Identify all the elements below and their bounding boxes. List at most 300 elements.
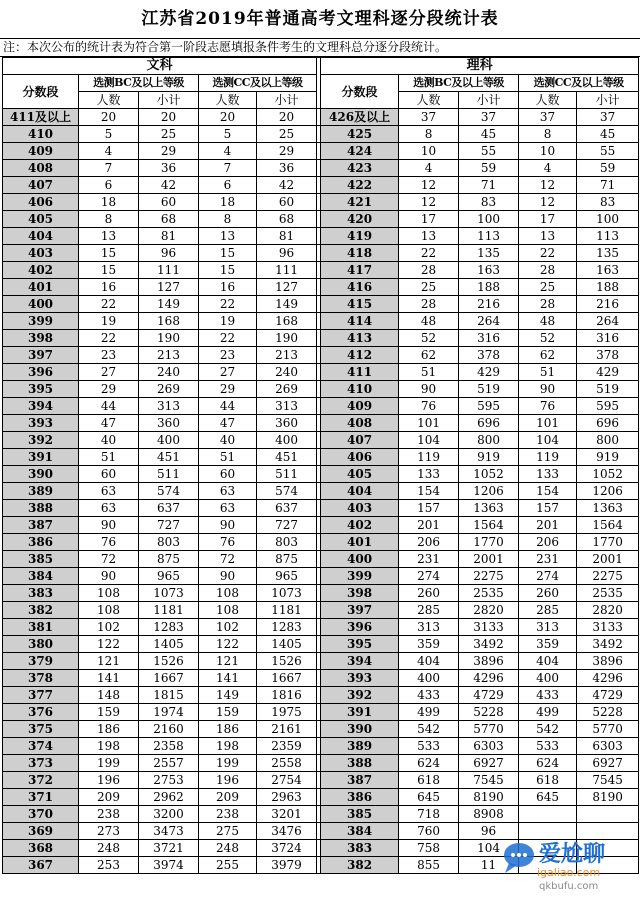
science-cc-count-cell [519,823,577,840]
arts-bc-cumulative-cell: 1815 [139,687,199,704]
arts-score-cell: 379 [3,653,79,670]
science-cc-count-cell: 76 [519,398,577,415]
science-score-cell: 397 [321,602,399,619]
arts-cc-cumulative-cell: 25 [257,126,317,143]
arts-cc-count-cell: 102 [199,619,257,636]
arts-score-cell: 400 [3,296,79,313]
science-cc-cumulative-cell: 1363 [577,500,639,517]
table-row [3,823,639,840]
arts-cc-cumulative-cell: 190 [257,330,317,347]
arts-bc-count-cell: 148 [79,687,139,704]
arts-score-cell: 396 [3,364,79,381]
arts-bc-cumulative-cell: 2160 [139,721,199,738]
table-row [3,466,639,483]
science-bc-count-cell: 133 [399,466,459,483]
arts-cc-cumulative-cell: 727 [257,517,317,534]
science-cc-cumulative-cell: 59 [577,160,639,177]
arts-cc-cumulative-cell: 269 [257,381,317,398]
arts-bc-count-cell: 141 [79,670,139,687]
science-cc-count-cell: 400 [519,670,577,687]
arts-bc-count-cell: 186 [79,721,139,738]
arts-score-cell: 389 [3,483,79,500]
arts-cc-cumulative-cell: 96 [257,245,317,262]
science-bc-count-cell: 48 [399,313,459,330]
arts-cc-count-cell: 149 [199,687,257,704]
arts-score-cell: 370 [3,806,79,823]
science-score-cell: 413 [321,330,399,347]
science-bc-count-cell: 758 [399,840,459,857]
table-row [3,500,639,517]
arts-cc-count-cell: 40 [199,432,257,449]
science-bc-count-cell: 52 [399,330,459,347]
science-score-cell: 395 [321,636,399,653]
science-cc-cumulative-cell: 5770 [577,721,639,738]
table-row [3,449,639,466]
science-score-cell: 405 [321,466,399,483]
science-cc-count-cell [519,806,577,823]
science-bc-cumulative-cell: 1052 [459,466,519,483]
science-score-cell: 424 [321,143,399,160]
arts-bc-cumulative-cell: 29 [139,143,199,160]
arts-bc-count-cell: 108 [79,585,139,602]
science-cc-cumulative-cell: 800 [577,432,639,449]
arts-score-cell: 406 [3,194,79,211]
science-score-cell: 419 [321,228,399,245]
table-row [3,398,639,415]
science-cc-cumulative-cell [577,857,639,874]
arts-cc-count-cell: 209 [199,789,257,806]
arts-bc-count-cell: 209 [79,789,139,806]
science-cc-count-cell: 28 [519,262,577,279]
science-cc-cumulative-cell: 519 [577,381,639,398]
science-score-cell: 384 [321,823,399,840]
science-cc-count-cell: 37 [519,109,577,126]
arts-bc-count-cell: 7 [79,160,139,177]
watermark-logo-text: 爱尬聊 [539,842,606,867]
arts-cc-cumulative-cell: 3201 [257,806,317,823]
science-bc-cumulative-cell: 2001 [459,551,519,568]
science-score-cell: 385 [321,806,399,823]
arts-cc-count-cell: 63 [199,500,257,517]
science-bc-count-cell: 157 [399,500,459,517]
arts-cc-count-cell: 90 [199,568,257,585]
science-bc-count-cell: 51 [399,364,459,381]
arts-score-cell: 393 [3,415,79,432]
arts-cc-cumulative-cell: 42 [257,177,317,194]
science-cc-count-cell: 12 [519,194,577,211]
arts-cc-count-cell: 159 [199,704,257,721]
science-cc-cumulative-cell: 2535 [577,585,639,602]
science-bc-cumulative-cell: 83 [459,194,519,211]
science-score-cell: 421 [321,194,399,211]
table-row [3,602,639,619]
science-bc-count-cell: 119 [399,449,459,466]
arts-score-header: 分数段 [3,75,79,109]
arts-cc-count-cell: 4 [199,143,257,160]
arts-bc-count-cell: 22 [79,330,139,347]
arts-bc-cumulative-cell: 2962 [139,789,199,806]
science-bc-cumulative-cell: 519 [459,381,519,398]
science-bc-count-cell: 104 [399,432,459,449]
arts-bc-count-cell: 44 [79,398,139,415]
arts-cc-cumulative-cell: 2754 [257,772,317,789]
science-cc-count-cell: 52 [519,330,577,347]
arts-cc-cumulative-cell: 875 [257,551,317,568]
science-cc-cumulative-cell: 37 [577,109,639,126]
arts-bc-cumulative-cell: 2557 [139,755,199,772]
science-score-cell: 403 [321,500,399,517]
science-cc-cumulative-cell: 163 [577,262,639,279]
science-cc-cumulative-cell: 113 [577,228,639,245]
arts-bc-cumulative-cell: 2753 [139,772,199,789]
science-score-cell: 406 [321,449,399,466]
arts-cc-count-cell: 275 [199,823,257,840]
arts-score-cell: 367 [3,857,79,874]
science-cc-cumulative-cell: 264 [577,313,639,330]
table-row [3,551,639,568]
table-row [3,772,639,789]
arts-bc-cumulative-cell: 68 [139,211,199,228]
science-bc-cumulative-cell: 163 [459,262,519,279]
science-bc-count-cell: 8 [399,126,459,143]
science-cc-count-cell [519,840,577,857]
arts-score-cell: 411及以上 [3,109,79,126]
science-score-cell: 391 [321,704,399,721]
table-row [3,534,639,551]
science-bc-count-cell: 13 [399,228,459,245]
science-bc-cumulative-cell: 595 [459,398,519,415]
science-cc-cumulative-cell: 2820 [577,602,639,619]
arts-cc-cumulative-cell: 313 [257,398,317,415]
science-cc-count-cell: 51 [519,364,577,381]
arts-bc-cumulative-cell: 36 [139,160,199,177]
science-cc-cumulative-cell: 4296 [577,670,639,687]
science-cc-cumulative-cell: 216 [577,296,639,313]
science-cc-count-cell: 624 [519,755,577,772]
arts-bc-count-cell: 6 [79,177,139,194]
science-bc-cumulative-cell: 6927 [459,755,519,772]
arts-bc-count-cell: 63 [79,500,139,517]
table-row [3,755,639,772]
science-score-cell: 425 [321,126,399,143]
science-score-cell: 412 [321,347,399,364]
arts-cc-count-cell: 121 [199,653,257,670]
arts-score-cell: 398 [3,330,79,347]
science-cc-cumulative-header: 小计 [577,92,639,109]
arts-score-cell: 399 [3,313,79,330]
science-bc-count-cell: 400 [399,670,459,687]
science-score-cell: 417 [321,262,399,279]
arts-bc-cumulative-cell: 313 [139,398,199,415]
table-row [3,364,639,381]
arts-cc-count-cell: 7 [199,160,257,177]
arts-score-cell: 377 [3,687,79,704]
arts-score-cell: 387 [3,517,79,534]
table-row [3,840,639,857]
table-row [3,194,639,211]
science-bc-cumulative-cell: 2275 [459,568,519,585]
arts-bc-count-cell: 8 [79,211,139,228]
arts-cc-cumulative-cell: 1816 [257,687,317,704]
arts-cc-cumulative-cell: 3476 [257,823,317,840]
arts-score-cell: 386 [3,534,79,551]
science-bc-cumulative-cell: 3133 [459,619,519,636]
arts-score-cell: 376 [3,704,79,721]
arts-cc-count-cell: 108 [199,602,257,619]
science-bc-cumulative-cell: 1564 [459,517,519,534]
arts-bc-cumulative-cell: 1974 [139,704,199,721]
science-bc-cumulative-cell: 135 [459,245,519,262]
table-row [3,483,639,500]
table-row [3,313,639,330]
science-cc-count-cell: 101 [519,415,577,432]
science-cc-cumulative-cell: 1770 [577,534,639,551]
arts-cc-cumulative-cell: 3979 [257,857,317,874]
science-bc-count-cell: 28 [399,262,459,279]
table-row [3,296,639,313]
science-bc-count-cell: 25 [399,279,459,296]
science-cc-cumulative-cell: 595 [577,398,639,415]
science-cc-count-cell: 260 [519,585,577,602]
arts-score-cell: 368 [3,840,79,857]
science-bc-cumulative-cell: 378 [459,347,519,364]
arts-cc-count-cell: 5 [199,126,257,143]
arts-bc-count-cell: 253 [79,857,139,874]
arts-cc-cumulative-cell: 81 [257,228,317,245]
arts-cc-cumulative-cell: 213 [257,347,317,364]
arts-cc-count-cell: 72 [199,551,257,568]
arts-cc-cumulative-cell: 965 [257,568,317,585]
arts-score-cell: 409 [3,143,79,160]
science-bc-cumulative-cell: 5770 [459,721,519,738]
arts-bc-count-header: 人数 [79,92,139,109]
science-cc-count-cell: 48 [519,313,577,330]
table-row [3,432,639,449]
science-bc-count-cell: 201 [399,517,459,534]
science-bc-cumulative-cell: 1770 [459,534,519,551]
science-cc-cumulative-cell [577,823,639,840]
arts-cc-count-cell: 199 [199,755,257,772]
arts-cc-count-cell: 16 [199,279,257,296]
table-row [3,670,639,687]
science-cc-cumulative-cell: 4729 [577,687,639,704]
science-cc-cumulative-cell: 316 [577,330,639,347]
science-cc-count-cell: 4 [519,160,577,177]
science-bc-cumulative-cell: 71 [459,177,519,194]
science-cc-count-cell: 10 [519,143,577,160]
arts-bc-cumulative-cell: 111 [139,262,199,279]
science-bc-count-cell: 28 [399,296,459,313]
arts-cc-count-cell: 6 [199,177,257,194]
arts-section-header: 文科 [3,58,317,75]
arts-bc-count-cell: 196 [79,772,139,789]
science-bc-count-cell: 10 [399,143,459,160]
arts-cc-cumulative-cell: 1181 [257,602,317,619]
arts-bc-cumulative-cell: 1073 [139,585,199,602]
arts-bc-cumulative-cell: 511 [139,466,199,483]
science-bc-cumulative-cell: 2535 [459,585,519,602]
science-score-cell: 393 [321,670,399,687]
science-score-cell: 407 [321,432,399,449]
arts-cc-count-cell: 198 [199,738,257,755]
arts-score-cell: 372 [3,772,79,789]
science-bc-count-cell: 855 [399,857,459,874]
science-cc-cumulative-cell: 6927 [577,755,639,772]
science-cc-cumulative-cell: 919 [577,449,639,466]
science-score-cell: 392 [321,687,399,704]
arts-bc-cumulative-cell: 1405 [139,636,199,653]
arts-score-cell: 378 [3,670,79,687]
science-score-cell: 414 [321,313,399,330]
science-bc-cumulative-cell: 316 [459,330,519,347]
arts-bc-count-cell: 198 [79,738,139,755]
science-cc-count-cell: 22 [519,245,577,262]
science-bc-cumulative-cell: 8908 [459,806,519,823]
table-row [3,211,639,228]
arts-bc-count-cell: 29 [79,381,139,398]
science-bc-cumulative-cell: 113 [459,228,519,245]
table-row [3,330,639,347]
science-cc-count-cell: 206 [519,534,577,551]
science-bc-count-cell: 37 [399,109,459,126]
arts-bc-cumulative-cell: 3473 [139,823,199,840]
science-cc-cumulative-cell: 6303 [577,738,639,755]
table-row [3,738,639,755]
science-cc-count-cell: 90 [519,381,577,398]
arts-score-cell: 373 [3,755,79,772]
science-section-header: 理科 [321,58,639,75]
arts-score-cell: 404 [3,228,79,245]
science-bc-count-cell: 260 [399,585,459,602]
science-cc-cumulative-cell: 378 [577,347,639,364]
arts-cc-count-cell: 63 [199,483,257,500]
arts-bc-cumulative-cell: 1526 [139,653,199,670]
arts-bc-cumulative-cell: 20 [139,109,199,126]
science-score-cell: 416 [321,279,399,296]
table-row [3,126,639,143]
science-bc-count-cell: 22 [399,245,459,262]
table-row [3,806,639,823]
science-cc-cumulative-cell: 7545 [577,772,639,789]
science-score-cell: 422 [321,177,399,194]
table-row [3,636,639,653]
science-cc-count-cell: 157 [519,500,577,517]
arts-bc-count-cell: 5 [79,126,139,143]
arts-cc-cumulative-cell: 36 [257,160,317,177]
table-row [3,228,639,245]
science-bc-cumulative-cell: 188 [459,279,519,296]
arts-score-cell: 408 [3,160,79,177]
arts-bc-count-cell: 27 [79,364,139,381]
science-bc-count-cell: 499 [399,704,459,721]
science-score-cell: 387 [321,772,399,789]
arts-bc-count-cell: 18 [79,194,139,211]
arts-bc-cumulative-cell: 3974 [139,857,199,874]
science-score-cell: 411 [321,364,399,381]
science-cc-count-cell: 133 [519,466,577,483]
table-row [3,653,639,670]
arts-bc-count-cell: 121 [79,653,139,670]
science-cc-count-cell: 274 [519,568,577,585]
table-row [3,704,639,721]
science-cc-count-cell: 104 [519,432,577,449]
arts-bc-count-cell: 90 [79,568,139,585]
watermark-sub-text: qkbufu.com [539,881,599,892]
science-cc-count-cell: 231 [519,551,577,568]
table-row [3,789,639,806]
arts-bc-count-cell: 51 [79,449,139,466]
arts-score-cell: 402 [3,262,79,279]
arts-cc-cumulative-cell: 1975 [257,704,317,721]
science-cc-cumulative-cell: 188 [577,279,639,296]
arts-cc-cumulative-cell: 2558 [257,755,317,772]
science-cc-cumulative-cell: 8190 [577,789,639,806]
arts-score-cell: 391 [3,449,79,466]
science-cc-cumulative-cell: 55 [577,143,639,160]
arts-score-cell: 382 [3,602,79,619]
science-score-cell: 401 [321,534,399,551]
science-bc-cumulative-cell: 5228 [459,704,519,721]
arts-bc-cumulative-cell: 1181 [139,602,199,619]
arts-cc-cumulative-cell: 168 [257,313,317,330]
science-bc-cumulative-cell: 104 [459,840,519,857]
science-bc-cumulative-cell: 11 [459,857,519,874]
arts-bc-count-cell: 20 [79,109,139,126]
science-score-cell: 410 [321,381,399,398]
science-cc-count-cell: 433 [519,687,577,704]
science-score-cell: 404 [321,483,399,500]
science-cc-cumulative-cell: 3492 [577,636,639,653]
arts-cc-cumulative-cell: 68 [257,211,317,228]
arts-bc-count-cell: 122 [79,636,139,653]
arts-cc-cumulative-cell: 574 [257,483,317,500]
arts-cc-cumulative-cell: 3724 [257,840,317,857]
science-bc-cumulative-cell: 8190 [459,789,519,806]
science-bc-cumulative-cell: 3896 [459,653,519,670]
science-bc-count-cell: 62 [399,347,459,364]
science-score-cell: 409 [321,398,399,415]
table-row [3,109,639,126]
arts-cc-count-cell: 8 [199,211,257,228]
science-bc-cumulative-cell: 1363 [459,500,519,517]
arts-bc-cumulative-cell: 637 [139,500,199,517]
arts-score-cell: 384 [3,568,79,585]
science-bc-cumulative-cell: 2820 [459,602,519,619]
arts-cc-cumulative-cell: 20 [257,109,317,126]
arts-cc-count-cell: 22 [199,296,257,313]
arts-bc-cumulative-cell: 965 [139,568,199,585]
arts-cc-cumulative-cell: 637 [257,500,317,517]
science-bc-cumulative-cell: 1206 [459,483,519,500]
science-bc-cumulative-cell: 429 [459,364,519,381]
arts-bc-count-cell: 40 [79,432,139,449]
arts-bc-count-cell: 159 [79,704,139,721]
arts-cc-count-cell: 27 [199,364,257,381]
science-bc-count-cell: 231 [399,551,459,568]
table-row [3,160,639,177]
table-row [3,585,639,602]
table-row [3,279,639,296]
science-score-cell: 408 [321,415,399,432]
arts-score-cell: 375 [3,721,79,738]
arts-cc-count-cell: 248 [199,840,257,857]
arts-bc-count-cell: 15 [79,262,139,279]
science-cc-count-cell: 119 [519,449,577,466]
table-row [3,721,639,738]
arts-cc-count-cell: 22 [199,330,257,347]
science-cc-cumulative-cell: 2275 [577,568,639,585]
arts-bc-count-cell: 63 [79,483,139,500]
